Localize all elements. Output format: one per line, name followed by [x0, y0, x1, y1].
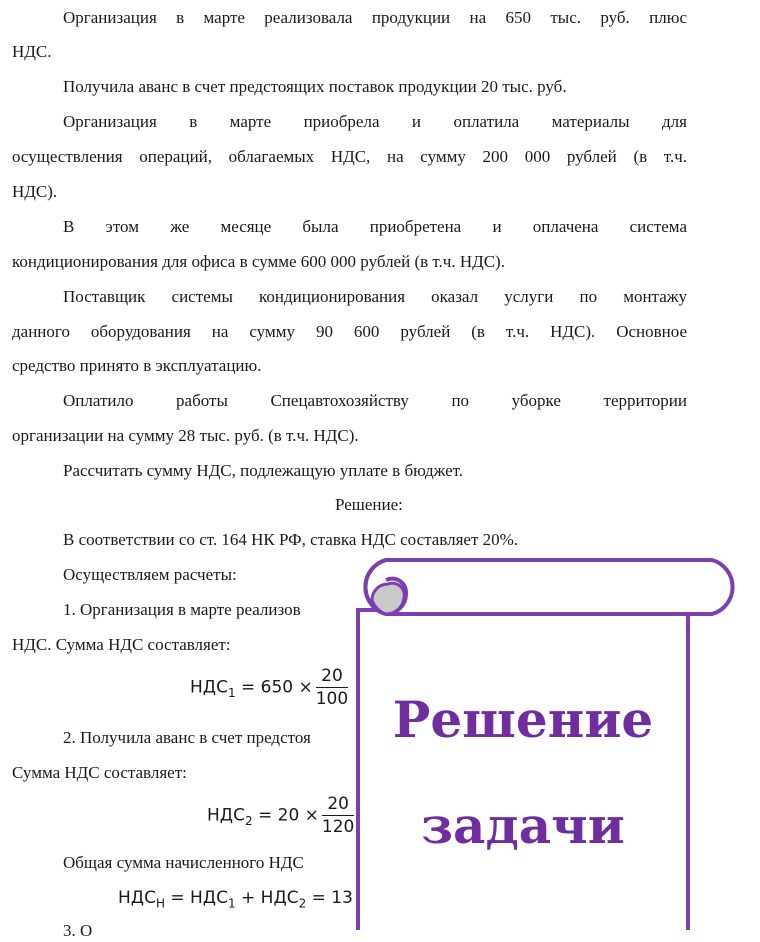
formula-lhs: НДС — [190, 677, 228, 698]
formula-term: + НДС — [235, 888, 299, 908]
paragraph-line: В соответствии со ст. 164 НК РФ, ставка НДС составляет 20%. — [63, 530, 519, 549]
paragraph-line: 2. Получила аванс в счет предстоя — [63, 728, 311, 747]
paragraph-line: Общая сумма начисленного НДС — [63, 853, 304, 872]
paragraph-line: НДС. Сумма НДС составляет: — [12, 635, 231, 654]
formula-subscript: 1 — [227, 685, 236, 700]
fraction-numerator: 20 — [322, 794, 354, 816]
banner-title-line-2: задачи — [421, 796, 625, 855]
formula-expression: = 20 × — [252, 805, 319, 826]
paragraph-line: 3. О — [63, 921, 93, 940]
paragraph-line: Получила аванс в счет предстоящих поставок продукции 20 тыс. руб. — [63, 77, 567, 96]
paragraph-line: Рассчитать сумму НДС, подлежащую уплате в бюджет. — [63, 461, 464, 480]
paragraph-line: Сумма НДС составляет: — [12, 763, 187, 782]
paragraph-line: Оплатило работы Спецавтохозяйству по уборке территории — [63, 391, 687, 410]
formula-term: НДС — [118, 888, 156, 908]
paragraph-line: Организация в марте реализовала продукции на 650 тыс. руб. плюс — [63, 8, 687, 27]
paragraph-line: организации на сумму 28 тыс. руб. (в т.ч. НДС). — [12, 426, 359, 445]
fraction-denominator: 100 — [315, 689, 349, 709]
paragraph-line: Осуществляем расчеты: — [63, 565, 237, 584]
paragraph-line: НДС. — [12, 42, 52, 61]
formula-subscript: 2 — [244, 813, 253, 828]
formula-subscript: 1 — [227, 896, 236, 911]
paragraph-line: средство принято в эксплуатацию. — [12, 356, 262, 375]
solution-heading: Решение: — [335, 495, 403, 514]
formula-subscript: 2 — [298, 896, 307, 911]
paragraph-line: 1. Организация в марте реализов — [63, 600, 301, 619]
formula-expression: = 650 × — [235, 677, 313, 698]
paragraph-line: осуществления операций, облагаемых НДС, на сумму 200 000 рублей (в т.ч. — [12, 147, 687, 166]
formula-subscript: Н — [155, 896, 165, 911]
paragraph-line: Организация в марте приобрела и оплатила материалы для — [63, 112, 687, 131]
fraction-numerator: 20 — [316, 666, 348, 688]
formula-lhs: НДС — [207, 805, 245, 826]
paragraph-line: НДС). — [12, 182, 58, 201]
formula-term: = 13 — [306, 888, 353, 908]
banner-title-line-1: Решение — [392, 690, 654, 749]
formula-term: = НДС — [164, 888, 228, 908]
paragraph-line: кондиционирования для офиса в сумме 600 000 рублей (в т.ч. НДС). — [12, 252, 505, 271]
paragraph-line: Поставщик системы кондиционирования оказал услуги по монтажу — [63, 287, 687, 306]
fraction-denominator: 120 — [321, 817, 355, 837]
paragraph-line: В этом же месяце была приобретена и оплачена система — [63, 217, 687, 236]
paragraph-line: данного оборудования на сумму 90 600 рублей (в т.ч. НДС). Основное — [12, 322, 687, 341]
